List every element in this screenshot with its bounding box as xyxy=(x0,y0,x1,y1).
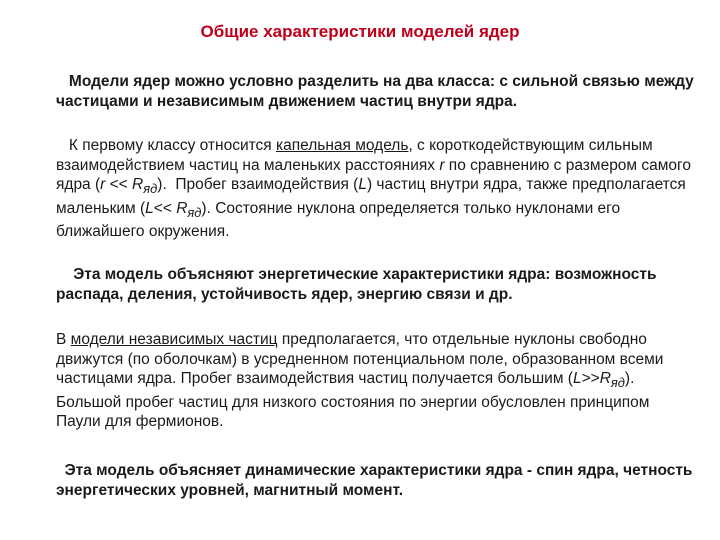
paragraph-model-classes: Модели ядер можно условно разделить на два класса: с сильной связью между частицами и независимым движением частиц внутри ядра. xyxy=(56,73,699,110)
p2-text-14: << xyxy=(153,199,177,217)
p2-text-5: по сравнению с размером самого ядра ( xyxy=(56,156,696,193)
p2-text-12: ) частиц внутри ядра, также предполагается маленьким ( xyxy=(56,176,691,217)
p4-text-5: >> xyxy=(581,370,600,387)
subscript-nucleus: яд xyxy=(143,181,158,197)
symbol-r-2: r xyxy=(100,176,106,193)
p4-text-8: ). Большой пробег частиц для низкого состояния по энергии обусловлен принципом Паули для фермионов. xyxy=(56,370,654,431)
p2-text-17: ). Состояние нуклона определяется только нуклонами его ближайшего окружения. xyxy=(56,199,625,241)
symbol-L-2: L xyxy=(145,199,154,217)
symbol-R-3: R xyxy=(599,370,611,387)
independent-particle-model-term: модели независимых частиц xyxy=(70,331,278,348)
paragraph-independent-particle-model xyxy=(56,330,696,432)
liquid-drop-model-term: капельная модель xyxy=(275,137,409,154)
symbol-L-3: L xyxy=(572,370,582,387)
subscript-nucleus-2: яд xyxy=(187,204,202,220)
p2-text-3: , с короткодействующим сильным взаимодействием частиц на маленьких расстояниях xyxy=(56,137,657,174)
symbol-R: R xyxy=(132,176,144,193)
p4-text-1: В xyxy=(56,331,71,348)
slide-title: Общие характеристики моделей ядер xyxy=(200,22,520,41)
paragraph-dynamic-characteristics: Эта модель объясняет динамические характеристики ядра - спин ядра, четность энергетических уровней, магнитный момент. xyxy=(56,462,697,499)
p4-text-3: предполагается, что отдельные нуклоны свободно движутся (по оболочкам) в усредненном потенциальном поле, образованном всеми частицами ядра. Пробег взаимодействия частиц получается большим ( xyxy=(56,331,668,387)
paragraph-energy-characteristics: Эта модель объясняют энергетические характеристики ядра: возможность распада, деления, устойчивость ядер, энергию связи и др. xyxy=(56,266,661,303)
p2-text-7: << xyxy=(105,176,133,193)
subscript-nucleus-3: яд xyxy=(610,375,625,391)
symbol-R-2: R xyxy=(176,199,188,217)
symbol-r: r xyxy=(439,156,445,174)
p2-text-1: К первому классу относится xyxy=(56,137,276,154)
paragraph-liquid-drop-model xyxy=(56,136,696,242)
p2-text-10: ). Пробег взаимодействия ( xyxy=(157,176,359,193)
symbol-L: L xyxy=(358,176,367,193)
